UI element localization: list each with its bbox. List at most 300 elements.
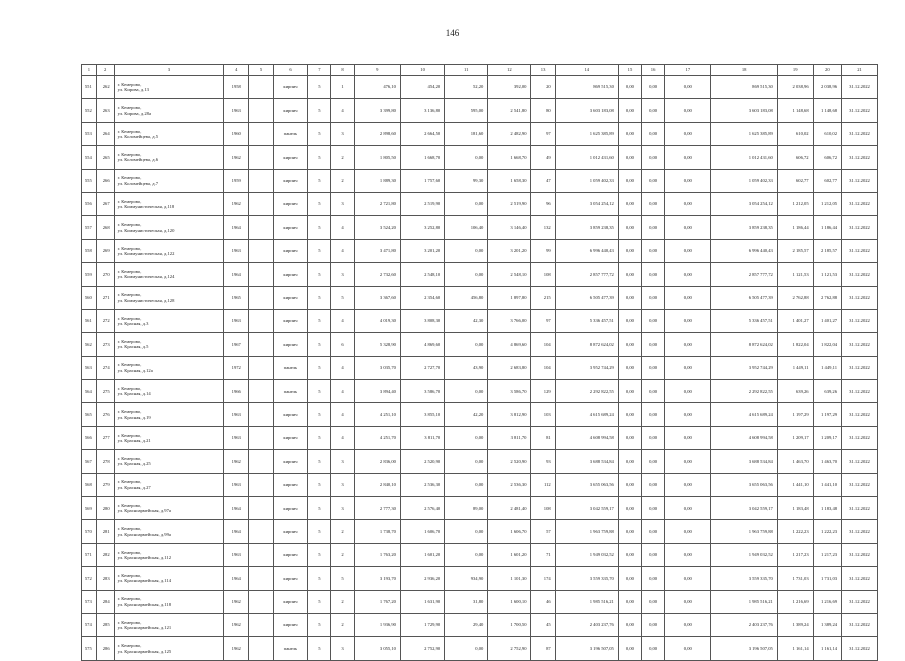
table-cell-col-6: панель — [273, 637, 308, 660]
table-cell-col-9: 1 763,20 — [354, 543, 400, 566]
table-cell-col-3: г. Кемерово, ул. Красноармейская, д.118 — [114, 590, 224, 613]
housing-registry-table — [81, 64, 878, 661]
table-cell-col-3: г. Кемерово, ул. Красная, д.14 — [114, 380, 224, 403]
table-cell-col-14: 1 963 759,88 — [555, 520, 618, 543]
table-cell-col-18: 4 608 994,58 — [711, 426, 777, 449]
table-cell-col-8: 5 — [331, 567, 354, 590]
table-cell-col-13: 104 — [531, 356, 555, 379]
table-cell-col-15: 0,00 — [618, 76, 641, 99]
table-cell-col-18: 1 012 431,60 — [711, 146, 777, 169]
table-cell-col-4: 1964 — [224, 520, 249, 543]
table-cell-col-16: 0,00 — [642, 192, 665, 215]
table-cell-col-2: 277 — [96, 426, 114, 449]
table-cell-col-21: 31.12.2022 — [842, 239, 878, 262]
table-cell-col-18: 1 059 402,33 — [711, 169, 777, 192]
table-cell-col-15: 0,00 — [618, 426, 641, 449]
column-header-8: 8 — [331, 65, 354, 76]
table-row — [82, 286, 878, 309]
table-cell-col-3: г. Кемерово, ул. Коломейцева, д.5 — [114, 122, 224, 145]
table-cell-col-6: кирпич — [273, 216, 308, 239]
table-cell-col-9: 1 889,30 — [354, 169, 400, 192]
table-cell-col-17: 0,00 — [665, 543, 711, 566]
table-cell-col-18: 2 857 777,72 — [711, 263, 777, 286]
table-cell-col-2: 268 — [96, 216, 114, 239]
table-cell-col-11: 0,00 — [445, 520, 488, 543]
table-cell-col-5 — [249, 356, 273, 379]
table-cell-col-13: 104 — [531, 333, 555, 356]
table-cell-col-15: 0,00 — [618, 122, 641, 145]
table-cell-col-9: 3 035,70 — [354, 356, 400, 379]
table-cell-col-7: 5 — [308, 76, 331, 99]
table-cell-col-9: 4 251,10 — [354, 403, 400, 426]
table-row — [82, 473, 878, 496]
table-cell-col-10: 1 601,20 — [400, 543, 444, 566]
table-cell-col-10: 1 631,90 — [400, 590, 444, 613]
table-cell-col-20: 2 038,96 — [813, 76, 841, 99]
table-cell-col-10: 2 752,90 — [400, 637, 444, 660]
table-cell-col-6: кирпич — [273, 613, 308, 636]
table-cell-col-2: 275 — [96, 380, 114, 403]
table-cell-col-17: 0,00 — [665, 263, 711, 286]
table-cell-col-21: 31.12.2022 — [842, 122, 878, 145]
table-cell-col-14: 2 292 822,55 — [555, 380, 618, 403]
table-cell-col-1: 551 — [82, 76, 97, 99]
table-cell-col-4: 1966 — [224, 380, 249, 403]
table-cell-col-19: 2 762,88 — [777, 286, 813, 309]
table-cell-col-3: г. Кемерово, ул. Коммунистическая, д.128 — [114, 286, 224, 309]
table-cell-col-16: 0,00 — [642, 356, 665, 379]
table-cell-col-10: 4 869,60 — [400, 333, 444, 356]
table-cell-col-6: кирпич — [273, 426, 308, 449]
table-cell-col-14: 3 688 534,84 — [555, 450, 618, 473]
table-cell-col-11: 0,00 — [445, 146, 488, 169]
table-cell-col-14: 3 042 559,17 — [555, 497, 618, 520]
table-cell-col-14: 4 608 994,58 — [555, 426, 618, 449]
table-cell-col-20: 2 762,88 — [813, 286, 841, 309]
table-cell-col-14: 3 559 335,70 — [555, 567, 618, 590]
table-cell-col-10: 3 808,30 — [400, 309, 444, 332]
table-cell-col-12: 392,00 — [488, 76, 531, 99]
table-cell-col-6: кирпич — [273, 497, 308, 520]
table-cell-col-13: 112 — [531, 473, 555, 496]
table-cell-col-19: 1 161,14 — [777, 637, 813, 660]
table-cell-col-15: 0,00 — [618, 309, 641, 332]
table-cell-col-5 — [249, 309, 273, 332]
table-cell-col-5 — [249, 637, 273, 660]
table-cell-col-16: 0,00 — [642, 239, 665, 262]
page-number: 146 — [445, 28, 460, 38]
table-cell-col-6: кирпич — [273, 543, 308, 566]
table-cell-col-5 — [249, 426, 273, 449]
column-header-10: 10 — [400, 65, 444, 76]
table-cell-col-17: 0,00 — [665, 169, 711, 192]
table-cell-col-2: 262 — [96, 76, 114, 99]
table-cell-col-18: 3 655 063,56 — [711, 473, 777, 496]
table-cell-col-15: 0,00 — [618, 380, 641, 403]
table-cell-col-21: 31.12.2022 — [842, 520, 878, 543]
table-cell-col-19: 1 389,24 — [777, 613, 813, 636]
table-cell-col-5 — [249, 99, 273, 122]
table-cell-col-2: 285 — [96, 613, 114, 636]
table-cell-col-16: 0,00 — [642, 543, 665, 566]
table-cell-col-16: 0,00 — [642, 286, 665, 309]
table-cell-col-16: 0,00 — [642, 497, 665, 520]
table-cell-col-16: 0,00 — [642, 333, 665, 356]
table-cell-col-18: 1 949 032,52 — [711, 543, 777, 566]
table-cell-col-19: 1 217,23 — [777, 543, 813, 566]
table-cell-col-12: 4 869,60 — [488, 333, 531, 356]
table-cell-col-7: 5 — [308, 309, 331, 332]
table-cell-col-2: 286 — [96, 637, 114, 660]
table-cell-col-15: 0,00 — [618, 473, 641, 496]
table-cell-col-4: 1962 — [224, 613, 249, 636]
table-cell-col-18: 6 996 440,43 — [711, 239, 777, 262]
table-cell-col-12: 2 536,30 — [488, 473, 531, 496]
table-cell-col-18: 3 859 238,35 — [711, 216, 777, 239]
table-row — [82, 403, 878, 426]
table-cell-col-15: 0,00 — [618, 333, 641, 356]
table-cell-col-19: 602,77 — [777, 169, 813, 192]
table-cell-col-3: г. Кемерово, ул. Красноармейская, д.99а — [114, 520, 224, 543]
table-cell-col-16: 0,00 — [642, 380, 665, 403]
table-cell-col-2: 278 — [96, 450, 114, 473]
column-header-7: 7 — [308, 65, 331, 76]
table-cell-col-9: 1 767,20 — [354, 590, 400, 613]
table-cell-col-3: г. Кемерово, ул. Красноармейская, д.114 — [114, 567, 224, 590]
table-cell-col-21: 31.12.2022 — [842, 450, 878, 473]
column-header-6: 6 — [273, 65, 308, 76]
table-cell-col-8: 6 — [331, 333, 354, 356]
table-cell-col-11: 106,40 — [445, 216, 488, 239]
table-cell-col-4: 1964 — [224, 497, 249, 520]
table-cell-col-10: 2 520,90 — [400, 450, 444, 473]
table-cell-col-10: 3 586,70 — [400, 380, 444, 403]
table-row — [82, 263, 878, 286]
column-header-17: 17 — [665, 65, 711, 76]
table-cell-col-13: 80 — [531, 99, 555, 122]
table-cell-col-21: 31.12.2022 — [842, 309, 878, 332]
table-cell-col-20: 1 183,48 — [813, 497, 841, 520]
table-cell-col-1: 554 — [82, 146, 97, 169]
table-cell-col-1: 569 — [82, 497, 97, 520]
table-cell-col-5 — [249, 169, 273, 192]
table-cell-col-8: 2 — [331, 520, 354, 543]
table-cell-col-15: 0,00 — [618, 146, 641, 169]
table-cell-col-1: 575 — [82, 637, 97, 660]
table-cell-col-11: 0,00 — [445, 239, 488, 262]
table-cell-col-1: 565 — [82, 403, 97, 426]
table-cell-col-2: 281 — [96, 520, 114, 543]
table-cell-col-12: 3 201,20 — [488, 239, 531, 262]
table-cell-col-18: 3 196 507,05 — [711, 637, 777, 660]
table-cell-col-1: 572 — [82, 567, 97, 590]
table-cell-col-8: 4 — [331, 216, 354, 239]
table-cell-col-18: 8 872 624,02 — [711, 333, 777, 356]
table-cell-col-19: 610,02 — [777, 122, 813, 145]
table-cell-col-8: 3 — [331, 122, 354, 145]
table-cell-col-4: 1964 — [224, 567, 249, 590]
table-cell-col-11: 0,00 — [445, 450, 488, 473]
table-cell-col-12: 2 519,90 — [488, 192, 531, 215]
table-cell-col-6: кирпич — [273, 99, 308, 122]
table-cell-col-11: 934,90 — [445, 567, 488, 590]
table-cell-col-2: 271 — [96, 286, 114, 309]
table-cell-col-12: 3 811,70 — [488, 426, 531, 449]
table-cell-col-21: 31.12.2022 — [842, 99, 878, 122]
table-cell-col-13: 174 — [531, 567, 555, 590]
table-cell-col-4: 1962 — [224, 146, 249, 169]
table-row — [82, 169, 878, 192]
table-cell-col-16: 0,00 — [642, 590, 665, 613]
column-header-16: 16 — [642, 65, 665, 76]
table-cell-col-14: 6 996 440,43 — [555, 239, 618, 262]
table-cell-col-16: 0,00 — [642, 426, 665, 449]
table-cell-col-3: г. Кемерово, ул. Красная, д.19 — [114, 403, 224, 426]
table-cell-col-5 — [249, 380, 273, 403]
table-cell-col-20: 606,72 — [813, 146, 841, 169]
table-cell-col-9: 2 777,30 — [354, 497, 400, 520]
table-cell-col-18: 4 615 689,24 — [711, 403, 777, 426]
table-cell-col-11: 0,00 — [445, 192, 488, 215]
table-cell-col-16: 0,00 — [642, 76, 665, 99]
table-cell-col-10: 2 727,70 — [400, 356, 444, 379]
table-cell-col-12: 2 520,90 — [488, 450, 531, 473]
table-cell-col-19: 1 463,70 — [777, 450, 813, 473]
table-cell-col-18: 3 042 559,17 — [711, 497, 777, 520]
table-cell-col-7: 5 — [308, 590, 331, 613]
table-cell-col-9: 3 399,80 — [354, 99, 400, 122]
table-cell-col-14: 4 615 689,24 — [555, 403, 618, 426]
table-cell-col-8: 5 — [331, 286, 354, 309]
table-cell-col-21: 31.12.2022 — [842, 146, 878, 169]
table-cell-col-20: 639,26 — [813, 380, 841, 403]
table-cell-col-3: г. Кемерово, ул. Красная, д.21 — [114, 426, 224, 449]
table-cell-col-9: 2 721,80 — [354, 192, 400, 215]
table-row — [82, 99, 878, 122]
table-cell-col-12: 1 897,80 — [488, 286, 531, 309]
table-cell-col-20: 1 731,03 — [813, 567, 841, 590]
table-cell-col-17: 0,00 — [665, 473, 711, 496]
table-cell-col-5 — [249, 146, 273, 169]
table-cell-col-21: 31.12.2022 — [842, 333, 878, 356]
table-cell-col-8: 4 — [331, 309, 354, 332]
table-cell-col-15: 0,00 — [618, 497, 641, 520]
table-cell-col-16: 0,00 — [642, 637, 665, 660]
table-cell-col-9: 4 019,30 — [354, 309, 400, 332]
table-row — [82, 122, 878, 145]
table-cell-col-13: 132 — [531, 216, 555, 239]
table-cell-col-16: 0,00 — [642, 520, 665, 543]
table-cell-col-3: г. Кемерово, ул. Кирова, д.28а — [114, 99, 224, 122]
table-cell-col-8: 2 — [331, 543, 354, 566]
table-cell-col-20: 1 449,11 — [813, 356, 841, 379]
table-cell-col-7: 5 — [308, 263, 331, 286]
table-cell-col-1: 564 — [82, 380, 97, 403]
table-cell-col-2: 266 — [96, 169, 114, 192]
table-cell-col-8: 4 — [331, 403, 354, 426]
table-cell-col-17: 0,00 — [665, 333, 711, 356]
table-cell-col-14: 8 872 624,02 — [555, 333, 618, 356]
table-cell-col-15: 0,00 — [618, 263, 641, 286]
table-cell-col-15: 0,00 — [618, 613, 641, 636]
table-cell-col-18: 3 688 534,84 — [711, 450, 777, 473]
table-cell-col-11: 29,40 — [445, 613, 488, 636]
table-cell-col-17: 0,00 — [665, 192, 711, 215]
table-cell-col-6: кирпич — [273, 309, 308, 332]
table-cell-col-4: 1967 — [224, 333, 249, 356]
table-cell-col-16: 0,00 — [642, 216, 665, 239]
table-cell-col-11: 0,00 — [445, 426, 488, 449]
table-cell-col-11: 52,20 — [445, 76, 488, 99]
table-cell-col-8: 4 — [331, 380, 354, 403]
table-cell-col-4: 1960 — [224, 122, 249, 145]
table-cell-col-4: 1963 — [224, 403, 249, 426]
table-cell-col-1: 562 — [82, 333, 97, 356]
table-cell-col-21: 31.12.2022 — [842, 497, 878, 520]
table-cell-col-20: 1 222,23 — [813, 520, 841, 543]
table-row — [82, 567, 878, 590]
table-row — [82, 450, 878, 473]
table-cell-col-13: 97 — [531, 122, 555, 145]
table-cell-col-7: 5 — [308, 450, 331, 473]
table-cell-col-6: кирпич — [273, 450, 308, 473]
table-cell-col-5 — [249, 520, 273, 543]
table-cell-col-4: 1963 — [224, 99, 249, 122]
table-cell-col-11: 0,00 — [445, 380, 488, 403]
table-cell-col-9: 2 732,60 — [354, 263, 400, 286]
table-cell-col-11: 89,00 — [445, 497, 488, 520]
table-cell-col-5 — [249, 333, 273, 356]
table-cell-col-2: 264 — [96, 122, 114, 145]
table-cell-col-12: 1 700,50 — [488, 613, 531, 636]
table-cell-col-7: 5 — [308, 192, 331, 215]
table-cell-col-10: 1 668,70 — [400, 146, 444, 169]
table-cell-col-2: 267 — [96, 192, 114, 215]
table-cell-col-14: 869 515,30 — [555, 76, 618, 99]
table-row — [82, 146, 878, 169]
table-cell-col-9: 3 193,70 — [354, 567, 400, 590]
table-cell-col-19: 1 121,53 — [777, 263, 813, 286]
table-cell-col-9: 2 836,00 — [354, 450, 400, 473]
table-cell-col-15: 0,00 — [618, 450, 641, 473]
table-cell-col-9: 1 936,90 — [354, 613, 400, 636]
table-cell-col-15: 0,00 — [618, 543, 641, 566]
table-cell-col-13: 108 — [531, 497, 555, 520]
table-cell-col-2: 284 — [96, 590, 114, 613]
table-cell-col-7: 5 — [308, 333, 331, 356]
table-cell-col-21: 31.12.2022 — [842, 590, 878, 613]
table-cell-col-1: 560 — [82, 286, 97, 309]
table-cell-col-14: 3 054 254,12 — [555, 192, 618, 215]
table-cell-col-3: г. Кемерово, ул. Коммунистическая, д.118 — [114, 192, 224, 215]
table-cell-col-12: 2 481,40 — [488, 497, 531, 520]
table-cell-col-5 — [249, 76, 273, 99]
table-cell-col-21: 31.12.2022 — [842, 76, 878, 99]
table-cell-col-9: 476,10 — [354, 76, 400, 99]
table-cell-col-19: 1 183,48 — [777, 497, 813, 520]
table-cell-col-14: 1 949 032,52 — [555, 543, 618, 566]
table-cell-col-11: 0,00 — [445, 333, 488, 356]
table-cell-col-8: 3 — [331, 192, 354, 215]
table-cell-col-1: 571 — [82, 543, 97, 566]
table-row — [82, 333, 878, 356]
table-cell-col-8: 3 — [331, 263, 354, 286]
table-cell-col-12: 3 146,40 — [488, 216, 531, 239]
table-cell-col-15: 0,00 — [618, 169, 641, 192]
table-cell-col-4: 1965 — [224, 286, 249, 309]
table-cell-col-19: 2 038,96 — [777, 76, 813, 99]
table-cell-col-5 — [249, 543, 273, 566]
table-cell-col-9: 5 328,90 — [354, 333, 400, 356]
column-header-3: 3 — [114, 65, 224, 76]
table-cell-col-10: 2 519,90 — [400, 192, 444, 215]
table-cell-col-1: 552 — [82, 99, 97, 122]
table-cell-col-1: 566 — [82, 426, 97, 449]
table-cell-col-1: 573 — [82, 590, 97, 613]
table-cell-col-16: 0,00 — [642, 613, 665, 636]
table-cell-col-12: 2 548,10 — [488, 263, 531, 286]
table-cell-col-13: 96 — [531, 192, 555, 215]
table-cell-col-15: 0,00 — [618, 356, 641, 379]
table-cell-col-9: 1 738,70 — [354, 520, 400, 543]
table-cell-col-6: панель — [273, 380, 308, 403]
table-cell-col-20: 1 463,70 — [813, 450, 841, 473]
table-cell-col-12: 1 101,30 — [488, 567, 531, 590]
table-cell-col-6: кирпич — [273, 76, 308, 99]
table-cell-col-2: 283 — [96, 567, 114, 590]
table-cell-col-21: 31.12.2022 — [842, 263, 878, 286]
table-cell-col-13: 81 — [531, 426, 555, 449]
table-cell-col-13: 129 — [531, 380, 555, 403]
table-cell-col-21: 31.12.2022 — [842, 613, 878, 636]
table-cell-col-10: 1 729,90 — [400, 613, 444, 636]
table-cell-col-1: 563 — [82, 356, 97, 379]
table-cell-col-2: 274 — [96, 356, 114, 379]
table-cell-col-8: 3 — [331, 637, 354, 660]
table-cell-col-10: 2 536,30 — [400, 473, 444, 496]
table-cell-col-21: 31.12.2022 — [842, 543, 878, 566]
table-cell-col-3: г. Кемерово, ул. Красноармейская, д.97а — [114, 497, 224, 520]
table-cell-col-20: 1 216,69 — [813, 590, 841, 613]
table-cell-col-15: 0,00 — [618, 192, 641, 215]
table-cell-col-10: 3 136,80 — [400, 99, 444, 122]
table-cell-col-19: 1 148,68 — [777, 99, 813, 122]
table-cell-col-17: 0,00 — [665, 637, 711, 660]
table-cell-col-10: 3 252,80 — [400, 216, 444, 239]
table-row — [82, 520, 878, 543]
table-cell-col-3: г. Кемерово, ул. Коммунистическая, д.120 — [114, 216, 224, 239]
table-cell-col-10: 2 576,40 — [400, 497, 444, 520]
table-cell-col-6: кирпич — [273, 286, 308, 309]
table-cell-col-11: 181,60 — [445, 122, 488, 145]
table-body — [82, 76, 878, 661]
column-header-11: 11 — [445, 65, 488, 76]
table-cell-col-9: 3 367,60 — [354, 286, 400, 309]
table-header-row — [82, 65, 878, 76]
table-cell-col-14: 3 655 063,56 — [555, 473, 618, 496]
table-cell-col-9: 3 055,10 — [354, 637, 400, 660]
table-cell-col-10: 2 664,50 — [400, 122, 444, 145]
table-row — [82, 216, 878, 239]
table-cell-col-18: 6 505 477,39 — [711, 286, 777, 309]
table-cell-col-16: 0,00 — [642, 122, 665, 145]
table-cell-col-6: кирпич — [273, 473, 308, 496]
table-cell-col-18: 2 403 237,76 — [711, 613, 777, 636]
table-cell-col-15: 0,00 — [618, 216, 641, 239]
table-cell-col-7: 5 — [308, 380, 331, 403]
table-cell-col-8: 4 — [331, 426, 354, 449]
table-cell-col-2: 276 — [96, 403, 114, 426]
